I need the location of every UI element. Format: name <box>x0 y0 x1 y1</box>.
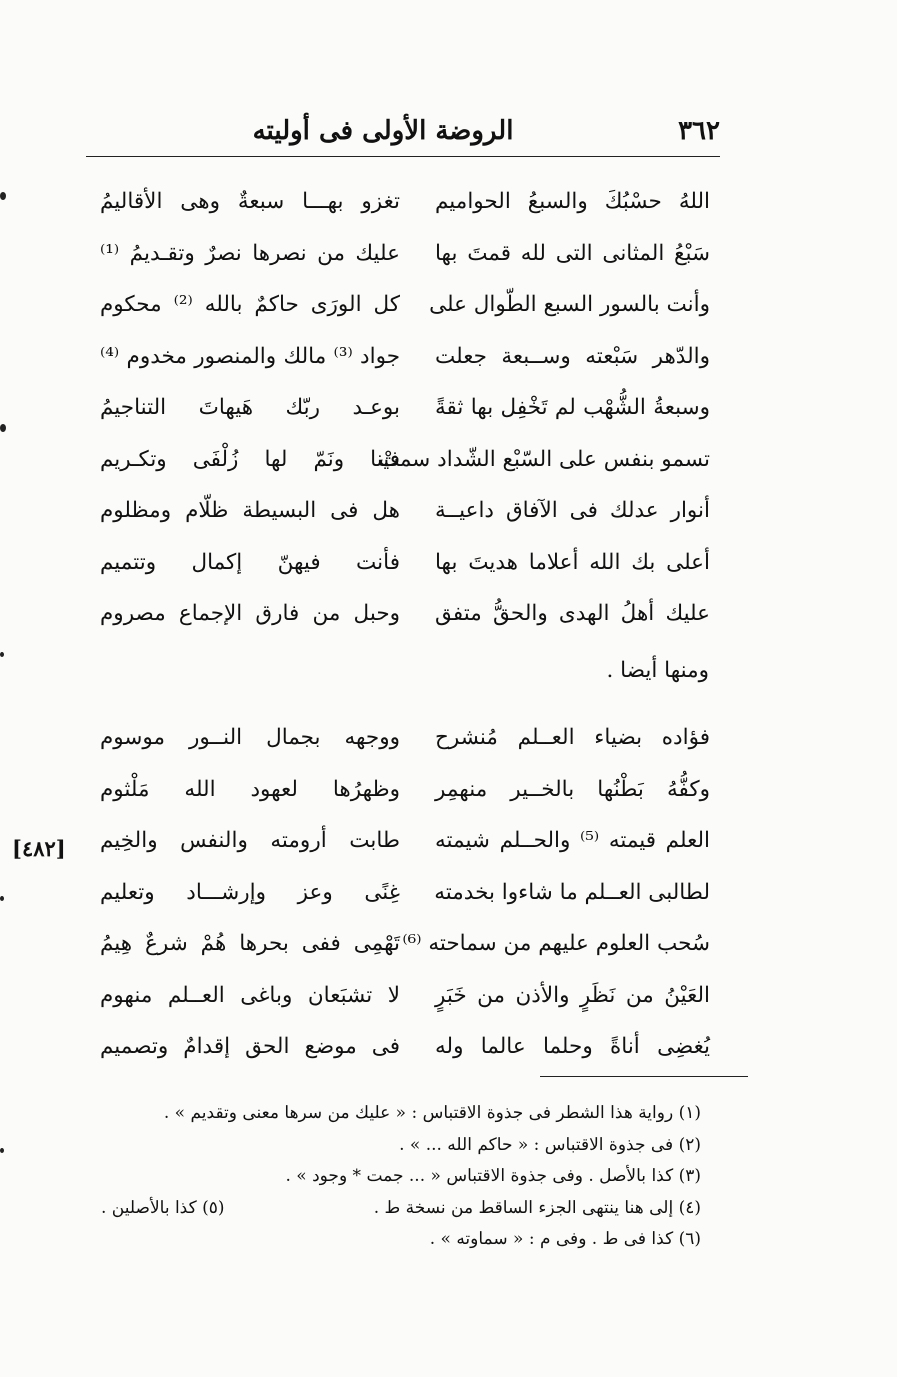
poem-2 <box>100 712 710 1073</box>
verse-line <box>100 588 710 640</box>
footnote: (٤) إلى هنا ينتهى الجزء الساقط من نسخة ط . <box>373 1197 701 1218</box>
footnote: (٦) كذا فى ط . وفى م : « سماوته » . <box>429 1229 701 1249</box>
footnote-rule <box>540 1076 748 1077</box>
second-hemistich: تَهْمِى ففى بحرها هُمْ شرعٌ هِيمُ <box>100 931 400 956</box>
header-rule <box>86 156 720 157</box>
first-hemistich: عليك أهلُ الهدى والحقُّ متفق <box>435 601 710 626</box>
first-hemistich: سُحب العلوم عليهم من سماحته ⁽⁶⁾ <box>402 931 710 956</box>
verse-line <box>100 764 710 816</box>
footnote: (٢) فى جذوة الاقتباس : « حاكم الله ... » . <box>399 1134 701 1155</box>
first-hemistich: وسبعةُ الشُّهْب لم تَخْفِل بها ثقةً <box>435 395 710 420</box>
verse-line <box>100 537 710 589</box>
footnote: (١) رواية هذا الشطر فى جذوة الاقتباس : « عليك من سرها معنى وتقديم » . <box>163 1103 701 1123</box>
second-hemistich: جواد ⁽³⁾ مالك والمنصور مخدوم ⁽⁴⁾ <box>100 343 401 369</box>
footnote-line <box>101 1193 701 1225</box>
scan-speck <box>0 192 6 200</box>
first-hemistich: أنوار عدلك فى الآفاق داعيــة <box>435 498 710 523</box>
second-hemistich: لا تشبَعان وباغى العــلم منهوم <box>100 982 400 1008</box>
second-hemistich: فى موضع الحق إقدامٌ وتصميم <box>100 1034 400 1059</box>
second-hemistich: فأنت فيهنّ إكمال وتتميم <box>100 549 400 575</box>
verse-line <box>100 434 710 486</box>
first-hemistich: فؤاده بضياء العــلم مُنشرح <box>435 725 710 750</box>
first-hemistich: العَيْنُ من نَظَرٍ والأذن من خَبَرٍ <box>435 982 710 1008</box>
first-hemistich: لطالبى العــلم ما شاءوا بخدمته <box>434 879 710 905</box>
running-title: الروضة الأولى فى أوليته <box>252 116 514 146</box>
footnote: (٣) كذا بالأصل . وفى جذوة الاقتباس « ... جمت * وجود » . <box>285 1166 701 1186</box>
first-hemistich: العلم قيمته ⁽⁵⁾ والحــلم شيمته <box>435 828 710 853</box>
second-hemistich: وظهرُها لعهود الله مَلْثوم <box>100 776 400 802</box>
page-number: ٣٦٢ <box>678 116 720 146</box>
second-hemistich: طابت أرومته والنفس والخِيم <box>100 828 400 853</box>
second-hemistich: كل الورَى حاكمٌ بالله ⁽²⁾ محكوم <box>100 292 400 317</box>
verse-line <box>100 918 710 970</box>
footnotes <box>101 1098 701 1256</box>
first-hemistich: اللهُ حسْبُكَ والسبعُ الحواميم <box>435 189 710 214</box>
first-hemistich: وأنت بالسور السبع الطّوال على <box>429 292 710 317</box>
verse-line <box>100 712 710 764</box>
scan-speck <box>0 652 4 657</box>
verse-line <box>100 485 710 537</box>
first-hemistich: سَبْعُ المثانى التى لله قمتَ بها <box>435 240 710 266</box>
second-hemistich: فينا ونَمّ لها زُلْفَى وتكـريم <box>100 446 400 472</box>
scan-speck <box>0 896 4 901</box>
verse-line <box>100 815 710 867</box>
first-hemistich: أعلى بك الله أعلاما هديتَ بها <box>435 549 710 575</box>
second-hemistich: بوعـد ربّك هَيهاتَ التناجيمُ <box>100 395 400 420</box>
verse-line <box>100 228 710 280</box>
first-hemistich: والدّهر سَبْعته وســبعة جعلت <box>435 343 710 369</box>
footnote: (٥) كذا بالأصلين . <box>101 1197 225 1218</box>
page-header <box>86 116 720 156</box>
second-hemistich: غِنًى وعز وإرشـــاد وتعليم <box>100 879 400 905</box>
section-label: ومنها أيضا . <box>606 658 709 683</box>
verse-line <box>100 382 710 434</box>
second-hemistich: وحبل من فارق الإجماع مصروم <box>100 601 400 626</box>
verse-line <box>100 867 710 919</box>
second-hemistich: تغزو بهـــا سبعةٌ وهى الأقاليمُ <box>100 189 400 214</box>
first-hemistich: يُغضِى أناةً وحلما عالما وله <box>435 1034 710 1059</box>
verse-line <box>100 1021 710 1073</box>
scan-speck <box>0 1148 4 1153</box>
margin-page-reference: [٤٨٢] <box>12 836 66 861</box>
verse-line <box>100 970 710 1022</box>
poem-1 <box>100 176 710 640</box>
verse-line <box>100 331 710 383</box>
second-hemistich: ووجهه بجمال النــور موسوم <box>100 725 400 750</box>
scan-speck <box>0 424 6 432</box>
first-hemistich: وكفُّهُ بَطْنُها بالخــير منهمِر <box>435 776 710 802</box>
verse-line <box>100 279 710 331</box>
second-hemistich: هل فى البسيطة ظلّام ومظلوم <box>100 498 400 523</box>
second-hemistich: عليك من نصرها نصرٌ وتقـديمُ ⁽¹⁾ <box>100 240 400 266</box>
verse-line <box>100 176 710 228</box>
first-hemistich: تسمو بنفس على السّبْع الشّداد سمتْ <box>378 446 710 472</box>
